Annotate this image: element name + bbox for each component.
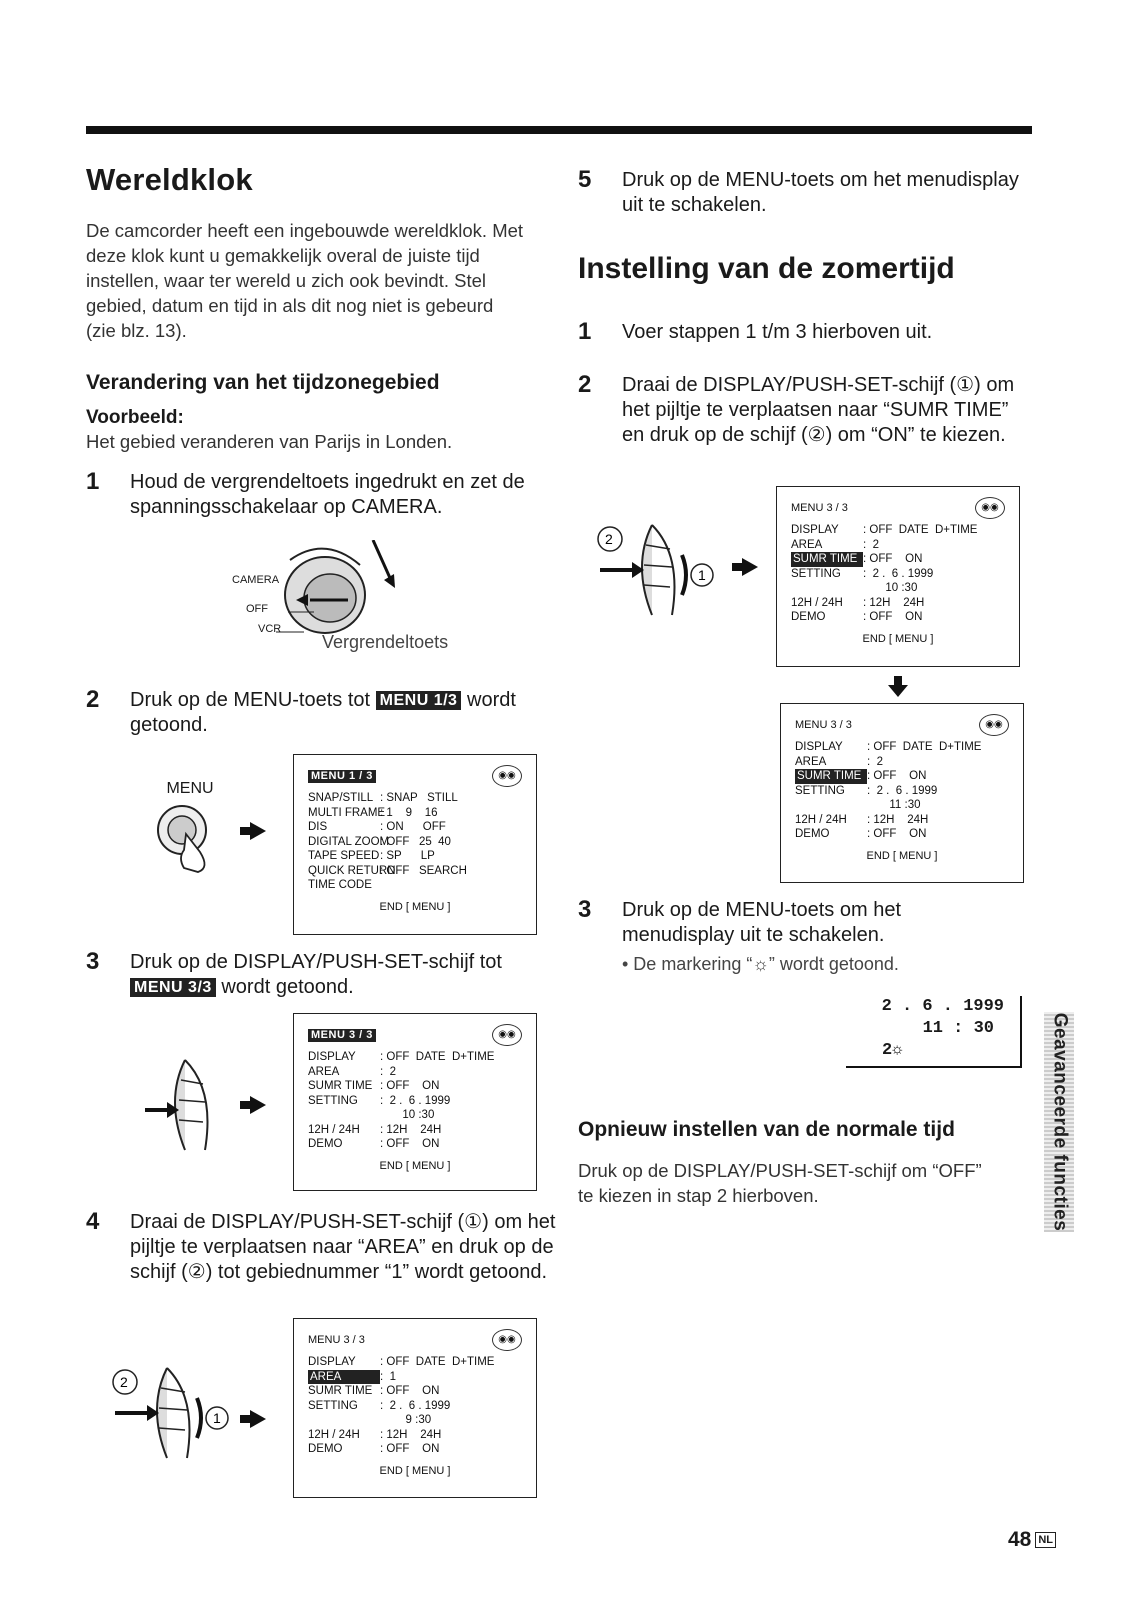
camera-mode-icon: ◉◉ — [492, 765, 522, 787]
menu-rows — [308, 1050, 522, 1152]
date-display — [846, 996, 1022, 1068]
dst-step-2 — [578, 373, 1018, 448]
menu-button-illustration — [150, 780, 230, 880]
menu-row-key: 12H / 24H — [308, 1123, 360, 1136]
menu-row-key: DEMO — [308, 1443, 343, 1455]
step-text: Draai de DISPLAY/PUSH-SET-schijf (①) om het pijltje te verplaatsen naar “SUMR TIME” en druk op de schijf (②) om “ON” te kiezen. — [622, 374, 1015, 446]
menu-row-value: : OFF SEARCH — [380, 864, 467, 877]
menu-header: MENU 3 / 3 — [791, 501, 848, 514]
menu-badge: MENU 1/3 — [376, 691, 462, 710]
menu-row-value: : OFF DATE D+TIME — [863, 524, 978, 536]
menu-row — [795, 827, 1009, 842]
menu-row — [791, 567, 1005, 582]
menu-row-key: DISPLAY — [791, 524, 839, 536]
step-2 — [86, 688, 556, 738]
menu-row — [308, 864, 522, 879]
step-text: Druk op de MENU-toets om het menudisplay uit te schakelen. — [622, 169, 1019, 216]
left-column — [86, 160, 556, 520]
menu-row — [795, 755, 1009, 770]
menu-row-key: SNAP/STILL — [308, 792, 374, 804]
menu-row — [308, 849, 522, 864]
menu-row-key: SETTING — [308, 1094, 358, 1107]
menu-row-value: 9 :30 — [380, 1414, 432, 1426]
menu-row-value: : 1 — [380, 1370, 396, 1383]
menu-screen-3-3-sumr-on — [780, 703, 1024, 883]
menu-row-key: 12H / 24H — [791, 596, 843, 609]
section-title: Wereldklok — [86, 162, 253, 197]
menu-row-key: DEMO — [308, 1138, 343, 1150]
step-1 — [86, 470, 556, 520]
step-text-b: wordt getoond. — [221, 976, 354, 998]
step-text: Druk op de MENU-toets om het menudisplay uit te schakelen. — [622, 899, 901, 946]
menu-row — [308, 1413, 522, 1428]
reset-text: Druk op de DISPLAY/PUSH-SET-schijf om “OFF” te kiezen in stap 2 hierboven. — [578, 1160, 982, 1206]
arrow-right-icon — [742, 558, 758, 576]
menu-row-value: : 2 . 6 . 1999 — [863, 567, 934, 580]
step-text-a: Druk op de MENU-toets tot — [130, 689, 371, 711]
arrow-down-icon — [888, 676, 908, 698]
menu-row-key: SETTING — [791, 567, 841, 580]
arrow-right-icon — [250, 1410, 266, 1428]
language-badge: NL — [1035, 1532, 1056, 1548]
dst-step-3 — [578, 898, 1018, 977]
menu-row-key: DIGITAL ZOOM — [308, 835, 390, 848]
page-number — [1008, 1528, 1056, 1552]
menu-label: MENU — [166, 780, 214, 797]
menu-row-value: : 12H 24H — [380, 1123, 442, 1136]
menu-row — [795, 769, 1009, 784]
dial-rotate-icon — [590, 515, 720, 625]
menu-row — [308, 835, 522, 850]
menu-row — [308, 878, 522, 893]
step-number: 3 — [86, 948, 100, 975]
camera-mode-icon: ◉◉ — [492, 1329, 522, 1351]
menu-row-key — [308, 1108, 380, 1123]
menu-end: END [ MENU ] — [379, 1464, 451, 1477]
svg-text:2: 2 — [605, 531, 613, 547]
menu-row — [308, 1108, 522, 1123]
menu-header: MENU 1 / 3 — [308, 770, 376, 783]
step-number: 3 — [578, 896, 592, 923]
step-number: 2 — [86, 686, 100, 713]
svg-text:1: 1 — [213, 1410, 221, 1426]
menu-badge: MENU 3/3 — [130, 978, 216, 997]
menu-screen-3-3-initial — [293, 1013, 537, 1191]
menu-row-key — [791, 581, 863, 596]
menu-row-value: : 2 — [867, 755, 883, 768]
off-label: OFF — [246, 603, 268, 615]
section-side-tab — [1044, 1012, 1074, 1232]
menu-row — [795, 798, 1009, 813]
menu-row-value: : OFF ON — [380, 1385, 440, 1397]
menu-row-value: : 1 9 16 — [380, 806, 438, 819]
menu-row-value: : 12H 24H — [867, 813, 929, 826]
step-5 — [578, 168, 1038, 218]
dial-rotate-icon — [105, 1358, 235, 1468]
menu-screen-3-3-sumr-off — [776, 486, 1020, 667]
menu-rows — [791, 523, 1005, 625]
menu-row-value — [380, 878, 522, 893]
menu-row — [791, 596, 1005, 611]
display-date: 2 . 6 . 1999 — [881, 997, 1004, 1016]
display-time: 11 : 30 — [922, 1019, 994, 1038]
menu-row — [791, 581, 1005, 596]
menu-row-key: AREA — [791, 538, 823, 551]
menu-row-key: DISPLAY — [308, 1051, 356, 1063]
top-rule — [86, 126, 1032, 134]
menu-row-key: DEMO — [795, 828, 830, 840]
menu-row-value: : 2 . 6 . 1999 — [380, 1094, 451, 1107]
side-tab-label: Geavanceerde functies — [1049, 1012, 1071, 1232]
step-number: 2 — [578, 371, 592, 398]
menu-row — [791, 538, 1005, 553]
hand-press-icon — [150, 798, 230, 878]
bullet-text: • De markering “☼” wordt getoond. — [622, 954, 899, 974]
menu-row-key: DEMO — [791, 611, 826, 623]
menu-rows — [308, 1355, 522, 1457]
step-number: 1 — [578, 318, 592, 345]
menu-rows — [795, 740, 1009, 842]
intro-text: De camcorder heeft een ingebouwde wereldklok. Met deze klok kunt u gemakkelijk overal de juiste tijd instellen, waar ter wereld u zich ook bevindt. Stel gebied, datum en tijd in als dit nog niet is gebeurd (zie blz. 13). — [86, 220, 524, 341]
menu-row-key: DIS — [308, 821, 328, 833]
subsection-title: Opnieuw instellen van de normale tijd — [578, 1118, 955, 1141]
menu-row-key: TIME CODE — [308, 879, 372, 891]
dst-step-1 — [578, 320, 1038, 345]
menu-row-key: SUMR TIME — [795, 769, 867, 784]
menu-row — [308, 820, 522, 835]
menu-row-value: : 12H 24H — [863, 596, 925, 609]
menu-row-key — [795, 798, 867, 813]
page-number-value: 48 — [1008, 1528, 1032, 1551]
menu-row — [795, 813, 1009, 828]
menu-row-key — [308, 1413, 380, 1428]
lock-caption: Vergrendeltoets — [322, 632, 449, 652]
menu-row-value: 10 :30 — [380, 1109, 435, 1121]
menu-row-key: AREA — [795, 755, 827, 768]
menu-row-value: : OFF ON — [380, 1138, 440, 1150]
dial-press-icon — [145, 1050, 235, 1160]
menu-row-value: : OFF 25 40 — [380, 835, 451, 848]
menu-row — [308, 1355, 522, 1370]
power-switch-illustration — [230, 540, 470, 662]
menu-row-value: : 2 — [380, 1065, 396, 1078]
camera-mode-icon: ◉◉ — [979, 714, 1009, 736]
menu-row — [308, 1065, 522, 1080]
menu-row — [308, 1079, 522, 1094]
menu-row-key: SUMR TIME — [791, 552, 863, 567]
menu-row — [308, 1442, 522, 1457]
menu-row — [795, 740, 1009, 755]
menu-row-value: : OFF DATE D+TIME — [867, 741, 982, 753]
menu-header: MENU 3 / 3 — [308, 1333, 365, 1346]
menu-row-value: 11 :30 — [867, 799, 921, 811]
menu-row-value: : OFF DATE D+TIME — [380, 1356, 495, 1368]
camera-label: CAMERA — [232, 574, 280, 586]
menu-row-value: : OFF ON — [863, 553, 923, 565]
menu-row — [308, 806, 522, 821]
step-number: 1 — [86, 468, 100, 495]
step-number: 4 — [86, 1208, 100, 1235]
menu-row — [308, 791, 522, 806]
menu-row — [308, 1428, 522, 1443]
menu-row-value: 10 :30 — [863, 582, 918, 594]
menu-row-key: AREA — [308, 1065, 340, 1078]
menu-row — [308, 1123, 522, 1138]
menu-end: END [ MENU ] — [379, 900, 451, 913]
menu-row-key: SUMR TIME — [308, 1080, 373, 1092]
menu-row — [308, 1137, 522, 1152]
menu-row-key: DISPLAY — [308, 1356, 356, 1368]
menu-row-value: : ON OFF — [380, 821, 446, 833]
step-text-a: Druk op de DISPLAY/PUSH-SET-schijf tot — [130, 951, 502, 973]
menu-row-key: AREA — [308, 1370, 380, 1385]
menu-rows — [308, 791, 522, 893]
menu-row-key: TAPE SPEED — [308, 850, 380, 862]
example-text: Het gebied veranderen van Parijs in Londen. — [86, 431, 453, 452]
menu-row-value: : OFF ON — [863, 611, 923, 623]
arrow-right-icon — [250, 1096, 266, 1114]
menu-row — [795, 784, 1009, 799]
menu-row-key: MULTI FRAME — [308, 806, 386, 819]
menu-end: END [ MENU ] — [866, 849, 938, 862]
vcr-label: VCR — [258, 623, 282, 635]
menu-row-value: : 2 . 6 . 1999 — [380, 1399, 451, 1412]
menu-row-value: : 2 — [863, 538, 879, 551]
display-area: 2☼ — [882, 1041, 903, 1060]
menu-row — [308, 1094, 522, 1109]
step-text-b: wordt getoond. — [130, 689, 516, 736]
step-text: Draai de DISPLAY/PUSH-SET-schijf (①) om het pijltje te verplaatsen naar “AREA” en druk op de schijf (②) tot gebiednummer “1” wordt getoond. — [130, 1211, 556, 1283]
menu-row-value: : SNAP STILL — [380, 792, 458, 804]
menu-row-key: 12H / 24H — [308, 1428, 360, 1441]
menu-row — [791, 610, 1005, 625]
menu-row-key: SETTING — [308, 1399, 358, 1412]
svg-text:2: 2 — [120, 1374, 128, 1390]
menu-row — [308, 1050, 522, 1065]
step-text: Houd de vergrendeltoets ingedrukt en zet de spanningsschakelaar op CAMERA. — [130, 471, 525, 518]
menu-header: MENU 3 / 3 — [308, 1029, 376, 1042]
arrow-right-icon — [250, 822, 266, 840]
menu-row — [791, 523, 1005, 538]
menu-row — [308, 1399, 522, 1414]
section-title: Instelling van de zomertijd — [578, 252, 955, 285]
menu-row — [791, 552, 1005, 567]
menu-row — [308, 1384, 522, 1399]
menu-row-key: SUMR TIME — [308, 1385, 373, 1397]
menu-row-value: : 12H 24H — [380, 1428, 442, 1441]
menu-row-value: : OFF ON — [867, 828, 927, 840]
example-label: Voorbeeld: — [86, 407, 184, 428]
menu-row-value: : 2 . 6 . 1999 — [867, 784, 938, 797]
svg-text:1: 1 — [698, 567, 706, 583]
menu-row-key: 12H / 24H — [795, 813, 847, 826]
step-number: 5 — [578, 166, 592, 193]
menu-screen-3-3-area — [293, 1318, 537, 1498]
menu-row — [308, 1370, 522, 1385]
menu-end: END [ MENU ] — [379, 1159, 451, 1172]
menu-row-key: QUICK RETURN — [308, 864, 396, 877]
menu-header: MENU 3 / 3 — [795, 718, 852, 731]
menu-row-key: SETTING — [795, 784, 845, 797]
camera-mode-icon: ◉◉ — [975, 497, 1005, 519]
menu-row-value: : OFF ON — [380, 1443, 440, 1455]
menu-row-key: DISPLAY — [795, 741, 843, 753]
step-text: Voer stappen 1 t/m 3 hierboven uit. — [622, 321, 933, 343]
step-3 — [86, 950, 556, 1000]
menu-screen-1-3 — [293, 754, 537, 935]
menu-row-value: : OFF ON — [380, 1080, 440, 1092]
camera-mode-icon: ◉◉ — [492, 1024, 522, 1046]
subsection-title: Verandering van het tijdzonegebied — [86, 371, 440, 394]
menu-row-value: : OFF DATE D+TIME — [380, 1051, 495, 1063]
menu-end: END [ MENU ] — [862, 632, 934, 645]
menu-row-value: : OFF ON — [867, 770, 927, 782]
step-4 — [86, 1210, 556, 1285]
menu-row-value: : SP LP — [380, 850, 435, 862]
